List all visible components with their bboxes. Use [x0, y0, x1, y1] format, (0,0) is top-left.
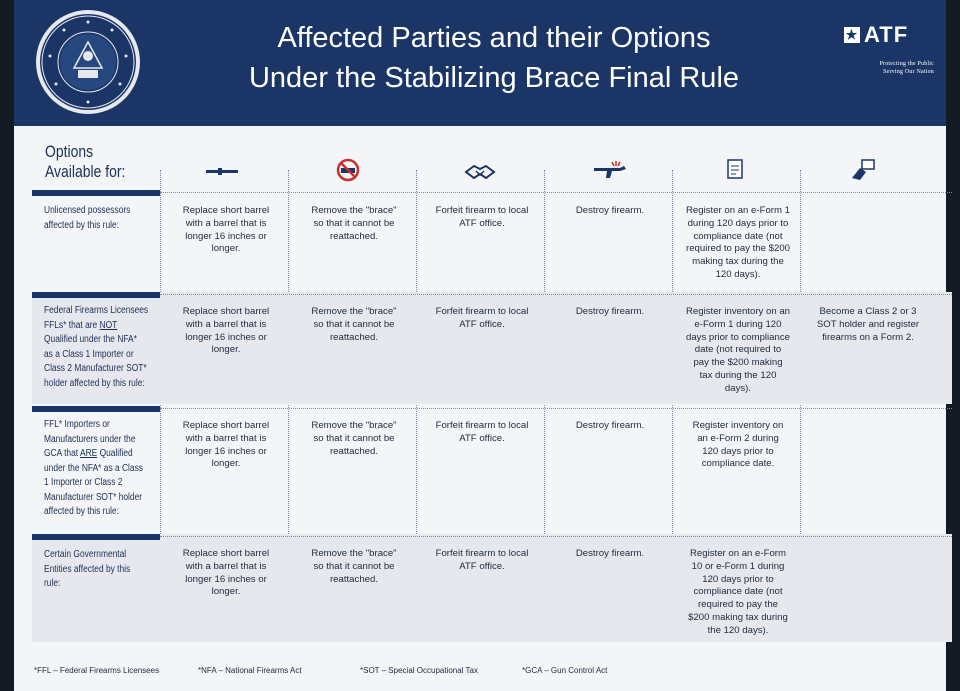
option-cell: Forfeit firearm to local ATF office. — [435, 548, 529, 572]
left-border — [0, 0, 14, 691]
footnote-ffl: *FFL – Federal Firearms Licensees — [34, 666, 160, 675]
option-cell: Remove the "brace" so that it cannot be reattached. — [311, 306, 397, 343]
option-cell: Remove the "brace" so that it cannot be reattached. — [311, 420, 397, 457]
options-table — [14, 126, 946, 691]
table-row — [32, 292, 952, 404]
title-line-2: Under the Stabilizing Brace Final Rule — [248, 62, 740, 94]
party-label: Federal Firearms Licensees FFLs* that are NOT Qualified under the NFA* as a Class 1 Importer or Class 2 Manufacturer SOT* holder affected by this rule: — [44, 305, 149, 389]
department-seal-icon — [34, 8, 142, 116]
star-icon: ★ — [845, 27, 859, 42]
page-title — [194, 18, 794, 98]
footnote-sot: *SOT – Special Occupational Tax — [360, 666, 478, 675]
table-row — [32, 190, 952, 290]
option-cell: Replace short barrel with a barrel that is longer 16 inches or longer. — [182, 420, 270, 470]
atf-logo — [844, 22, 944, 76]
option-cell: Remove the "brace" so that it cannot be reattached. — [311, 548, 397, 585]
logo-text: ATF — [864, 22, 909, 47]
table-row — [32, 534, 952, 642]
option-cell: Destroy firearm. — [575, 306, 645, 317]
logo-tagline-1: Protecting the Public — [879, 61, 934, 67]
logo-tagline-2: Serving Our Nation — [883, 69, 934, 75]
no-brace-icon — [328, 158, 368, 182]
option-cell: Register on an e-Form 1 during 120 days prior to compliance date (not required to pay the $200 making tax during the 120 days). — [686, 205, 791, 280]
option-cell: Register inventory on an e-Form 2 during 120 days prior to compliance date. — [692, 420, 784, 470]
option-cell: Forfeit firearm to local ATF office. — [435, 420, 529, 444]
option-cell: Destroy firearm. — [575, 420, 645, 431]
handshake-icon — [460, 158, 500, 182]
option-cell: Register inventory on an e-Form 1 during 120 days prior to compliance date (not required to pay the $200 making tax during the 120 days). — [686, 306, 790, 394]
option-cell: Replace short barrel with a barrel that is longer 16 inches or longer. — [182, 205, 270, 255]
option-cell: Remove the "brace" so that it cannot be reattached. — [311, 205, 397, 242]
option-cell: Register on an e-Form 10 or e-Form 1 during 120 days prior to compliance date (not required to pay the $200 making tax during the 120 days). — [688, 548, 788, 636]
eform-icon — [714, 158, 754, 182]
footnote-gca: *GCA – Gun Control Act — [522, 666, 608, 675]
party-label: FFL* Importers or Manufacturers under the GCA that ARE Qualified under the NFA* as a Class 1 Importer or Class 2 Manufacturer SOT* holder affected by this rule: — [44, 419, 143, 517]
option-cell: Forfeit firearm to local ATF office. — [435, 306, 529, 330]
barrel-icon — [202, 158, 242, 182]
footnote-nfa: *NFA – National Firearms Act — [198, 666, 302, 675]
option-cell: Replace short barrel with a barrel that is longer 16 inches or longer. — [182, 548, 270, 598]
header-banner — [14, 0, 946, 126]
party-label: Certain Governmental Entities affected by this rule: — [44, 549, 131, 589]
party-label: Unlicensed possessors affected by this rule: — [44, 205, 131, 231]
option-cell: Destroy firearm. — [575, 548, 645, 559]
form2-icon — [844, 158, 884, 182]
option-cell: Replace short barrel with a barrel that is longer 16 inches or longer. — [182, 306, 270, 356]
option-cell: Become a Class 2 or 3 SOT holder and register firearms on a Form 2. — [816, 306, 920, 343]
destroy-firearm-icon — [590, 158, 630, 182]
option-cell: Forfeit firearm to local ATF office. — [435, 205, 529, 229]
title-line-1: Affected Parties and their Options — [277, 22, 711, 54]
option-cell: Destroy firearm. — [575, 205, 645, 216]
table-row — [32, 406, 952, 532]
options-heading: Options Available for: — [45, 142, 126, 181]
